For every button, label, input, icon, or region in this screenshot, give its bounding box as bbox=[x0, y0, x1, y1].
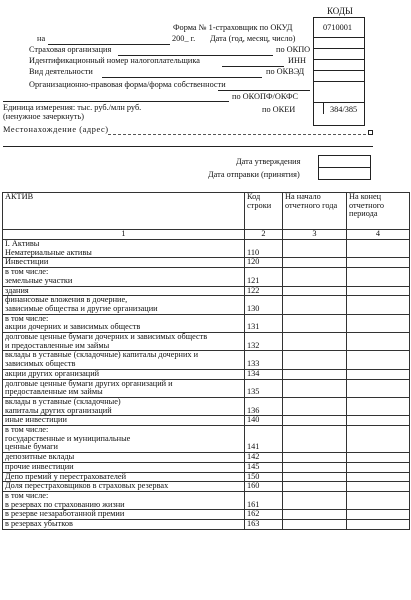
table-row bbox=[3, 314, 410, 332]
activity-line[interactable] bbox=[102, 77, 262, 78]
table-header-row bbox=[3, 193, 410, 230]
codes-divider-5 bbox=[313, 81, 365, 82]
insurer-label: Страховая организация bbox=[29, 45, 112, 54]
column-header-start: На начало отчетного года bbox=[283, 193, 347, 230]
column-number: 3 bbox=[283, 230, 347, 240]
table-row bbox=[3, 240, 410, 258]
row-label-line: Доля перестраховщиков в страховых резервах bbox=[5, 481, 169, 491]
table-row bbox=[3, 453, 410, 463]
row-code: 110 bbox=[245, 240, 283, 258]
value-start-cell[interactable] bbox=[283, 351, 347, 369]
row-code: 135 bbox=[245, 379, 283, 397]
value-end-cell[interactable] bbox=[347, 510, 410, 520]
table-row bbox=[3, 462, 410, 472]
value-start-cell[interactable] bbox=[283, 520, 347, 530]
table-row bbox=[3, 472, 410, 482]
okved-label: по ОКВЭД bbox=[266, 67, 305, 76]
value-start-cell[interactable] bbox=[283, 397, 347, 415]
row-label-line: депозитные вклады bbox=[5, 452, 75, 462]
table-row bbox=[3, 482, 410, 492]
row-label-line: в резервах по страхованию жизни bbox=[5, 499, 125, 509]
row-label bbox=[3, 397, 245, 415]
table-row bbox=[3, 258, 410, 268]
value-start-cell[interactable] bbox=[283, 416, 347, 426]
value-start-cell[interactable] bbox=[283, 286, 347, 296]
row-label-line: предоставленные им займы bbox=[5, 387, 103, 397]
balance-table bbox=[2, 192, 410, 530]
row-label-line: акции других организаций bbox=[5, 369, 100, 378]
row-label bbox=[3, 314, 245, 332]
date-label: Дата (год, месяц, число) bbox=[210, 34, 296, 43]
table-row bbox=[3, 351, 410, 369]
table-row bbox=[3, 268, 410, 286]
row-code: 162 bbox=[245, 510, 283, 520]
unit-label: Единица измерения: тыс. руб./млн руб. bbox=[3, 103, 142, 112]
row-label bbox=[3, 453, 245, 463]
row-label-line: I. Активы bbox=[5, 239, 40, 248]
okei-code: 384/385 bbox=[330, 105, 358, 114]
value-start-cell[interactable] bbox=[283, 240, 347, 258]
row-label bbox=[3, 482, 245, 492]
value-start-cell[interactable] bbox=[283, 314, 347, 332]
location-line[interactable] bbox=[108, 134, 366, 135]
row-code: 140 bbox=[245, 416, 283, 426]
row-code: 120 bbox=[245, 258, 283, 268]
row-code: 130 bbox=[245, 296, 283, 314]
table-row bbox=[3, 397, 410, 415]
approval-label: Дата утверждения bbox=[236, 157, 301, 166]
table-row bbox=[3, 286, 410, 296]
okei-divider bbox=[323, 102, 324, 114]
value-start-cell[interactable] bbox=[283, 491, 347, 509]
row-label bbox=[3, 296, 245, 314]
value-end-cell[interactable] bbox=[347, 296, 410, 314]
row-label bbox=[3, 491, 245, 509]
row-label-line: финансовые вложения в дочерние, bbox=[5, 295, 128, 305]
table-row bbox=[3, 416, 410, 426]
row-label-line: Депо премий у перестрахователей bbox=[5, 472, 127, 481]
row-label-line: долговые ценные бумаги других организаций и bbox=[5, 379, 173, 388]
table-row bbox=[3, 510, 410, 520]
row-label bbox=[3, 520, 245, 530]
row-code: 141 bbox=[245, 426, 283, 453]
value-start-cell[interactable] bbox=[283, 453, 347, 463]
inn-label: ИНН bbox=[288, 56, 306, 65]
value-start-cell[interactable] bbox=[283, 268, 347, 286]
row-code: 160 bbox=[245, 482, 283, 492]
row-label-line: прочие инвестиции bbox=[5, 462, 74, 471]
table-row bbox=[3, 426, 410, 453]
row-code: 150 bbox=[245, 472, 283, 482]
row-label-line: долговые ценные бумаги дочерних и зависимых обществ bbox=[5, 332, 208, 342]
value-end-cell[interactable] bbox=[347, 482, 410, 492]
value-end-cell[interactable] bbox=[347, 462, 410, 472]
codes-divider-1 bbox=[313, 37, 365, 38]
location-marker bbox=[368, 130, 373, 135]
row-label-line: акции дочерних и зависимых обществ bbox=[5, 322, 141, 332]
value-end-cell[interactable] bbox=[347, 472, 410, 482]
okud-code: 0710001 bbox=[323, 23, 353, 32]
row-label bbox=[3, 472, 245, 482]
row-code: 131 bbox=[245, 314, 283, 332]
value-start-cell[interactable] bbox=[283, 333, 347, 351]
value-end-cell[interactable] bbox=[347, 491, 410, 509]
table-row bbox=[3, 369, 410, 379]
row-label bbox=[3, 379, 245, 397]
row-label-line: в том числе: bbox=[5, 267, 49, 277]
row-label bbox=[3, 462, 245, 472]
row-label-line: в том числе: bbox=[5, 491, 49, 500]
column-number: 2 bbox=[245, 230, 283, 240]
row-code: 145 bbox=[245, 462, 283, 472]
table-row bbox=[3, 520, 410, 530]
row-label-line: в резервах убытков bbox=[5, 519, 73, 529]
column-number-row bbox=[3, 230, 410, 240]
table-row bbox=[3, 296, 410, 314]
legal-form-line-1[interactable] bbox=[218, 90, 310, 91]
value-end-cell[interactable] bbox=[347, 333, 410, 351]
row-label bbox=[3, 258, 245, 268]
value-end-cell[interactable] bbox=[347, 240, 410, 258]
value-start-cell[interactable] bbox=[283, 258, 347, 268]
row-label-line: Инвестиции bbox=[5, 257, 49, 267]
row-code: 163 bbox=[245, 520, 283, 530]
row-label-line: в резерве незаработанной премии bbox=[5, 509, 125, 519]
row-code: 142 bbox=[245, 453, 283, 463]
value-end-cell[interactable] bbox=[347, 397, 410, 415]
row-label-line: зависимые общества и другие организации bbox=[5, 303, 158, 313]
codes-divider-4 bbox=[313, 70, 365, 71]
value-start-cell[interactable] bbox=[283, 472, 347, 482]
value-end-cell[interactable] bbox=[347, 286, 410, 296]
unit-note: (ненужное зачеркнуть) bbox=[3, 112, 84, 121]
value-start-cell[interactable] bbox=[283, 426, 347, 453]
year-label: 200_ г. bbox=[172, 34, 196, 43]
value-end-cell[interactable] bbox=[347, 314, 410, 332]
row-label-line: в том числе: bbox=[5, 314, 49, 323]
column-number: 4 bbox=[347, 230, 410, 240]
okei-label: по ОКЕИ bbox=[262, 105, 296, 114]
value-end-cell[interactable] bbox=[347, 426, 410, 453]
row-label bbox=[3, 333, 245, 351]
column-header-code: Код строки bbox=[245, 193, 283, 230]
row-label-line: вклады в уставные (складочные) bbox=[5, 397, 121, 406]
row-code: 134 bbox=[245, 369, 283, 379]
value-end-cell[interactable] bbox=[347, 453, 410, 463]
codes-divider-2 bbox=[313, 48, 365, 49]
table-body bbox=[3, 240, 410, 530]
value-end-cell[interactable] bbox=[347, 416, 410, 426]
row-label bbox=[3, 240, 245, 258]
row-label-line: зависимых обществ bbox=[5, 359, 76, 369]
location-line-2[interactable] bbox=[3, 146, 373, 147]
value-start-cell[interactable] bbox=[283, 482, 347, 492]
row-label-line: Нематериальные активы bbox=[5, 247, 92, 257]
table-row bbox=[3, 491, 410, 509]
activity-label: Вид деятельности bbox=[29, 67, 93, 76]
column-header-asset: АКТИВ bbox=[3, 193, 245, 230]
row-label-line: вклады в уставные (складочные) капиталы дочерних и bbox=[5, 350, 199, 360]
row-label-line: и предоставленные им займы bbox=[5, 340, 110, 350]
row-code: 133 bbox=[245, 351, 283, 369]
row-label bbox=[3, 351, 245, 369]
value-end-cell[interactable] bbox=[347, 258, 410, 268]
value-start-cell[interactable] bbox=[283, 462, 347, 472]
codes-divider-3 bbox=[313, 59, 365, 60]
row-code: 132 bbox=[245, 333, 283, 351]
row-code: 121 bbox=[245, 268, 283, 286]
row-label-line: иные инвестиции bbox=[5, 415, 67, 425]
value-start-cell[interactable] bbox=[283, 510, 347, 520]
codes-divider-6 bbox=[313, 102, 365, 103]
form-label: Форма № 1-страховщик по ОКУД bbox=[173, 23, 293, 32]
row-label-line: в том числе: bbox=[5, 425, 49, 435]
row-label-line: здания bbox=[5, 286, 29, 295]
row-label bbox=[3, 369, 245, 379]
okpo-label: по ОКПО bbox=[276, 45, 311, 54]
row-label bbox=[3, 286, 245, 296]
value-start-cell[interactable] bbox=[283, 379, 347, 397]
row-label bbox=[3, 510, 245, 520]
row-label-line: земельные участки bbox=[5, 275, 73, 285]
value-end-cell[interactable] bbox=[347, 520, 410, 530]
na-label: на bbox=[37, 34, 46, 43]
value-start-cell[interactable] bbox=[283, 296, 347, 314]
legal-form-label: Организационно-правовая форма/форма собственности bbox=[29, 80, 226, 89]
value-end-cell[interactable] bbox=[347, 268, 410, 286]
legal-form-line-2[interactable] bbox=[3, 101, 229, 102]
table-row bbox=[3, 333, 410, 351]
value-start-cell[interactable] bbox=[283, 369, 347, 379]
send-label: Дата отправки (принятия) bbox=[208, 170, 300, 179]
row-label bbox=[3, 426, 245, 453]
row-label-line: капиталы других организаций bbox=[5, 405, 112, 415]
row-label bbox=[3, 416, 245, 426]
column-header-end: На конец отчетного периода bbox=[347, 193, 410, 230]
send-box[interactable] bbox=[318, 167, 371, 180]
row-label-line: ценные бумаги bbox=[5, 442, 58, 452]
table-row bbox=[3, 379, 410, 397]
value-end-cell[interactable] bbox=[347, 379, 410, 397]
location-label: Местонахождение (адрес) bbox=[3, 125, 109, 134]
value-end-cell[interactable] bbox=[347, 351, 410, 369]
row-code: 122 bbox=[245, 286, 283, 296]
row-code: 136 bbox=[245, 397, 283, 415]
value-end-cell[interactable] bbox=[347, 369, 410, 379]
okopf-label: по ОКОПФ/ОКФС bbox=[232, 92, 299, 101]
column-number: 1 bbox=[3, 230, 245, 240]
codes-title: КОДЫ bbox=[327, 6, 353, 16]
row-label-line: государственные и муниципальные bbox=[5, 433, 131, 443]
row-label bbox=[3, 268, 245, 286]
inn-id-label: Идентификационный номер налогоплательщика bbox=[29, 56, 200, 65]
row-code: 161 bbox=[245, 491, 283, 509]
